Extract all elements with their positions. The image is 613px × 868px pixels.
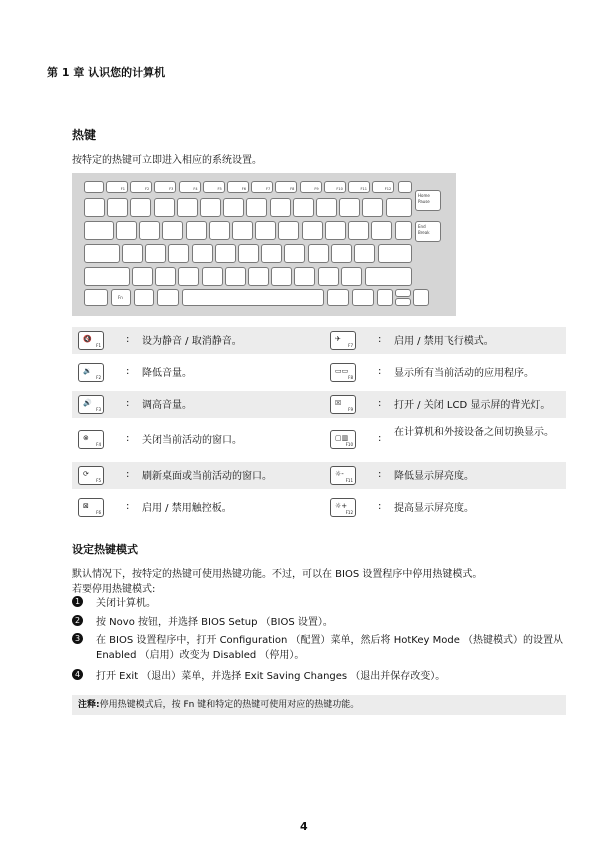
key-bottom-row-5 <box>225 267 246 286</box>
hotkey-icon: ▢▥ <box>335 434 349 442</box>
key-ctrl-left <box>84 289 108 306</box>
key-f2 <box>130 181 152 193</box>
hotkey-fn-label: F9 <box>348 407 353 412</box>
hotkey-fn-label: F3 <box>96 407 101 412</box>
keyboard-illustration <box>72 173 456 316</box>
hotkey-mode-instruction: 若要停用热键模式: <box>72 584 156 595</box>
hotkey-key-10 <box>330 466 356 485</box>
key-qwerty-row-1 <box>116 221 137 240</box>
hotkey-description: 启用 / 禁用飞行模式。 <box>394 335 494 347</box>
hotkey-key-1 <box>78 331 104 350</box>
hotkey-description: 在计算机和外接设备之间切换显示。 <box>394 427 554 438</box>
hotkey-colon: : <box>378 433 382 444</box>
step-3-number: 3 <box>72 633 83 644</box>
key-bottom-row-10 <box>341 267 362 286</box>
key-home-row-11 <box>354 244 375 263</box>
key-bottom-row-1 <box>132 267 153 286</box>
hotkey-colon: : <box>126 501 130 512</box>
key-f7 <box>251 181 273 193</box>
key-tab <box>84 221 114 240</box>
hotkey-icon: 🔊 <box>83 399 92 407</box>
key-f10-label: F10 <box>336 187 343 191</box>
key-qwerty-row-12 <box>371 221 392 240</box>
key-home-row-7 <box>261 244 282 263</box>
hotkey-description: 调高音量。 <box>142 399 192 411</box>
key-f5 <box>203 181 225 193</box>
key-home-row-8 <box>284 244 305 263</box>
key-arrow-left <box>377 289 393 306</box>
key-f11 <box>348 181 370 193</box>
key-number-row-9 <box>270 198 291 217</box>
hotkey-row <box>72 391 566 418</box>
hotkey-key-12 <box>330 498 356 517</box>
key-f5-label: F5 <box>217 187 222 191</box>
hotkey-description: 关闭当前活动的窗口。 <box>142 434 242 446</box>
key-f7-label: F7 <box>265 187 271 191</box>
key-bottom-row-9 <box>318 267 339 286</box>
key-end-label: End <box>418 224 426 229</box>
key-f10 <box>324 181 346 193</box>
hotkey-fn-label: F5 <box>96 478 101 483</box>
hotkey-icon: ▭▭ <box>335 367 349 375</box>
key-shift-left <box>84 267 130 286</box>
key-alt-right <box>327 289 349 306</box>
hotkey-fn-label: F8 <box>348 375 353 380</box>
hotkey-colon: : <box>378 469 382 480</box>
key-f11-label: F11 <box>360 187 367 191</box>
key-alt-left <box>157 289 179 306</box>
key-number-row-8 <box>246 198 267 217</box>
key-capslock <box>84 244 120 263</box>
key-f6 <box>227 181 249 193</box>
key-ctrl-right <box>352 289 374 306</box>
hotkey-icon: ⊠ <box>83 502 89 510</box>
key-backspace <box>386 198 412 217</box>
hotkey-key-11 <box>78 498 104 517</box>
hotkey-description: 提高显示屏亮度。 <box>394 502 474 514</box>
hotkey-colon: : <box>126 398 130 409</box>
key-number-row-4 <box>154 198 175 217</box>
hotkey-colon: : <box>126 366 130 377</box>
key-qwerty-row-4 <box>186 221 207 240</box>
key-fn <box>111 289 131 306</box>
key-home-row-3 <box>168 244 189 263</box>
key-number-row-2 <box>107 198 128 217</box>
step-1-text: 关闭计算机。 <box>96 598 156 609</box>
chapter-heading: 第 1 章 认识您的计算机 <box>47 66 166 79</box>
hotkey-key-5 <box>78 395 104 414</box>
key-del <box>398 181 412 193</box>
hotkey-icon: ☼- <box>335 470 344 478</box>
hotkey-mode-title: 设定热键模式 <box>72 543 138 556</box>
hotkey-row <box>72 327 566 354</box>
step-3-text: 在 BIOS 设置程序中，打开 Configuration （配置）菜单，然后将 HotKey Mode （热键模式）的设置从 Enabled （启用）改变为 Disabled （停用）。 <box>96 635 564 661</box>
key-qwerty-row-2 <box>139 221 160 240</box>
key-fn-label: Fn <box>118 295 123 300</box>
hotkey-key-3 <box>78 363 104 382</box>
key-bottom-row-4 <box>202 267 223 286</box>
hotkey-fn-label: F11 <box>345 478 353 483</box>
key-f12-label: F12 <box>384 187 392 191</box>
key-home-row-1 <box>122 244 143 263</box>
step-2-text: 按 Novo 按钮，并选择 BIOS Setup （BIOS 设置）。 <box>96 617 333 628</box>
note-box <box>72 695 566 715</box>
section-intro: 按特定的热键可立即进入相应的系统设置。 <box>72 155 262 166</box>
hotkey-description: 刷新桌面或当前活动的窗口。 <box>142 470 272 482</box>
key-f1 <box>106 181 128 193</box>
hotkey-mode-paragraph: 默认情况下，按特定的热键可使用热键功能。不过，可以在 BIOS 设置程序中停用热键模式。 <box>72 569 483 580</box>
key-number-row-11 <box>316 198 337 217</box>
key-arrow-down <box>395 298 411 306</box>
hotkey-row <box>72 423 566 457</box>
hotkey-row <box>72 494 566 521</box>
page-number: 4 <box>300 820 308 833</box>
hotkey-description: 降低音量。 <box>142 367 192 379</box>
key-number-row-5 <box>177 198 198 217</box>
key-home-row-4 <box>192 244 213 263</box>
key-f4-label: F4 <box>193 187 198 191</box>
hotkey-colon: : <box>378 366 382 377</box>
hotkey-fn-label: F6 <box>96 510 101 515</box>
key-bottom-row-3 <box>178 267 199 286</box>
hotkey-colon: : <box>126 433 130 444</box>
hotkey-fn-label: F12 <box>345 510 353 515</box>
key-qwerty-row-11 <box>348 221 369 240</box>
key-home-row-10 <box>331 244 352 263</box>
key-end <box>415 221 441 242</box>
hotkey-colon: : <box>126 469 130 480</box>
hotkey-icon: 🔇 <box>83 335 92 343</box>
hotkey-icon: 🔉 <box>83 367 92 375</box>
key-shift-right <box>365 267 412 286</box>
hotkey-fn-label: F2 <box>96 375 101 380</box>
key-number-row-13 <box>362 198 383 217</box>
key-space <box>182 289 324 306</box>
hotkey-key-9 <box>78 466 104 485</box>
key-qwerty-row-5 <box>209 221 230 240</box>
hotkey-key-8 <box>330 430 356 449</box>
hotkey-row <box>72 359 566 386</box>
hotkey-colon: : <box>378 398 382 409</box>
key-number-row-3 <box>130 198 151 217</box>
key-enter <box>378 244 412 263</box>
key-windows <box>134 289 154 306</box>
key-number-row-1 <box>84 198 105 217</box>
hotkey-fn-label: F4 <box>96 442 101 447</box>
key-home-label: Home <box>418 193 430 198</box>
key-backslash <box>395 221 412 240</box>
key-home-row-6 <box>238 244 259 263</box>
key-home-row-2 <box>145 244 166 263</box>
key-f1-label: F1 <box>120 187 125 191</box>
key-arrow-right <box>413 289 429 306</box>
step-4-number: 4 <box>72 669 83 680</box>
hotkey-colon: : <box>126 334 130 345</box>
key-bottom-row-6 <box>248 267 269 286</box>
key-f9 <box>300 181 322 193</box>
key-f3 <box>154 181 176 193</box>
key-number-row-6 <box>200 198 221 217</box>
key-number-row-7 <box>223 198 244 217</box>
hotkey-icon: ✈ <box>335 335 341 343</box>
hotkey-row <box>72 462 566 489</box>
hotkey-icon: ☼+ <box>335 502 348 510</box>
key-home-row-9 <box>308 244 329 263</box>
hotkey-key-7 <box>78 430 104 449</box>
key-f6-label: F6 <box>241 187 246 191</box>
hotkey-icon: ⊗ <box>83 434 89 442</box>
hotkey-key-2 <box>330 331 356 350</box>
hotkey-description: 设为静音 / 取消静音。 <box>142 335 242 347</box>
section-title: 热键 <box>72 128 97 142</box>
hotkey-description: 显示所有当前活动的应用程序。 <box>394 367 534 379</box>
key-esc <box>84 181 104 193</box>
key-qwerty-row-9 <box>302 221 323 240</box>
hotkey-icon: ☒ <box>335 399 342 407</box>
key-bottom-row-8 <box>294 267 315 286</box>
step-4-text: 打开 Exit （退出）菜单，并选择 Exit Saving Changes （退出并保存改变）。 <box>96 671 446 682</box>
key-qwerty-row-10 <box>325 221 346 240</box>
hotkey-description: 启用 / 禁用触控板。 <box>142 502 232 514</box>
key-break-label: Break <box>418 230 430 235</box>
hotkey-colon: : <box>378 501 382 512</box>
key-f8-label: F8 <box>290 187 295 191</box>
key-qwerty-row-3 <box>162 221 183 240</box>
key-pause-label: Pause <box>418 199 430 204</box>
key-f2-label: F2 <box>144 187 150 191</box>
key-home-row-5 <box>215 244 236 263</box>
key-f9-label: F9 <box>314 187 319 191</box>
key-qwerty-row-6 <box>232 221 253 240</box>
hotkey-fn-label: F7 <box>348 343 353 348</box>
key-bottom-row-2 <box>155 267 176 286</box>
hotkey-icon: ⟳ <box>83 470 89 478</box>
hotkey-description: 打开 / 关闭 LCD 显示屏的背光灯。 <box>394 399 551 411</box>
key-f8 <box>275 181 297 193</box>
hotkey-colon: : <box>378 334 382 345</box>
key-number-row-12 <box>339 198 360 217</box>
key-f3-label: F3 <box>169 187 174 191</box>
note-label: 注释: <box>78 700 100 710</box>
hotkey-fn-label: F10 <box>345 442 353 447</box>
hotkey-fn-label: F1 <box>96 343 101 348</box>
key-number-row-10 <box>293 198 314 217</box>
key-bottom-row-7 <box>271 267 292 286</box>
hotkey-key-4 <box>330 363 356 382</box>
step-1-number: 1 <box>72 596 83 607</box>
key-f12 <box>372 181 394 193</box>
key-f4 <box>179 181 201 193</box>
key-arrow-up <box>395 289 411 297</box>
note-text: 停用热键模式后，按 Fn 键和特定的热键可使用对应的热键功能。 <box>99 700 360 710</box>
hotkey-key-6 <box>330 395 356 414</box>
key-qwerty-row-8 <box>278 221 299 240</box>
key-qwerty-row-7 <box>255 221 276 240</box>
key-home <box>415 190 441 211</box>
hotkey-description: 降低显示屏亮度。 <box>394 470 474 482</box>
step-2-number: 2 <box>72 615 83 626</box>
